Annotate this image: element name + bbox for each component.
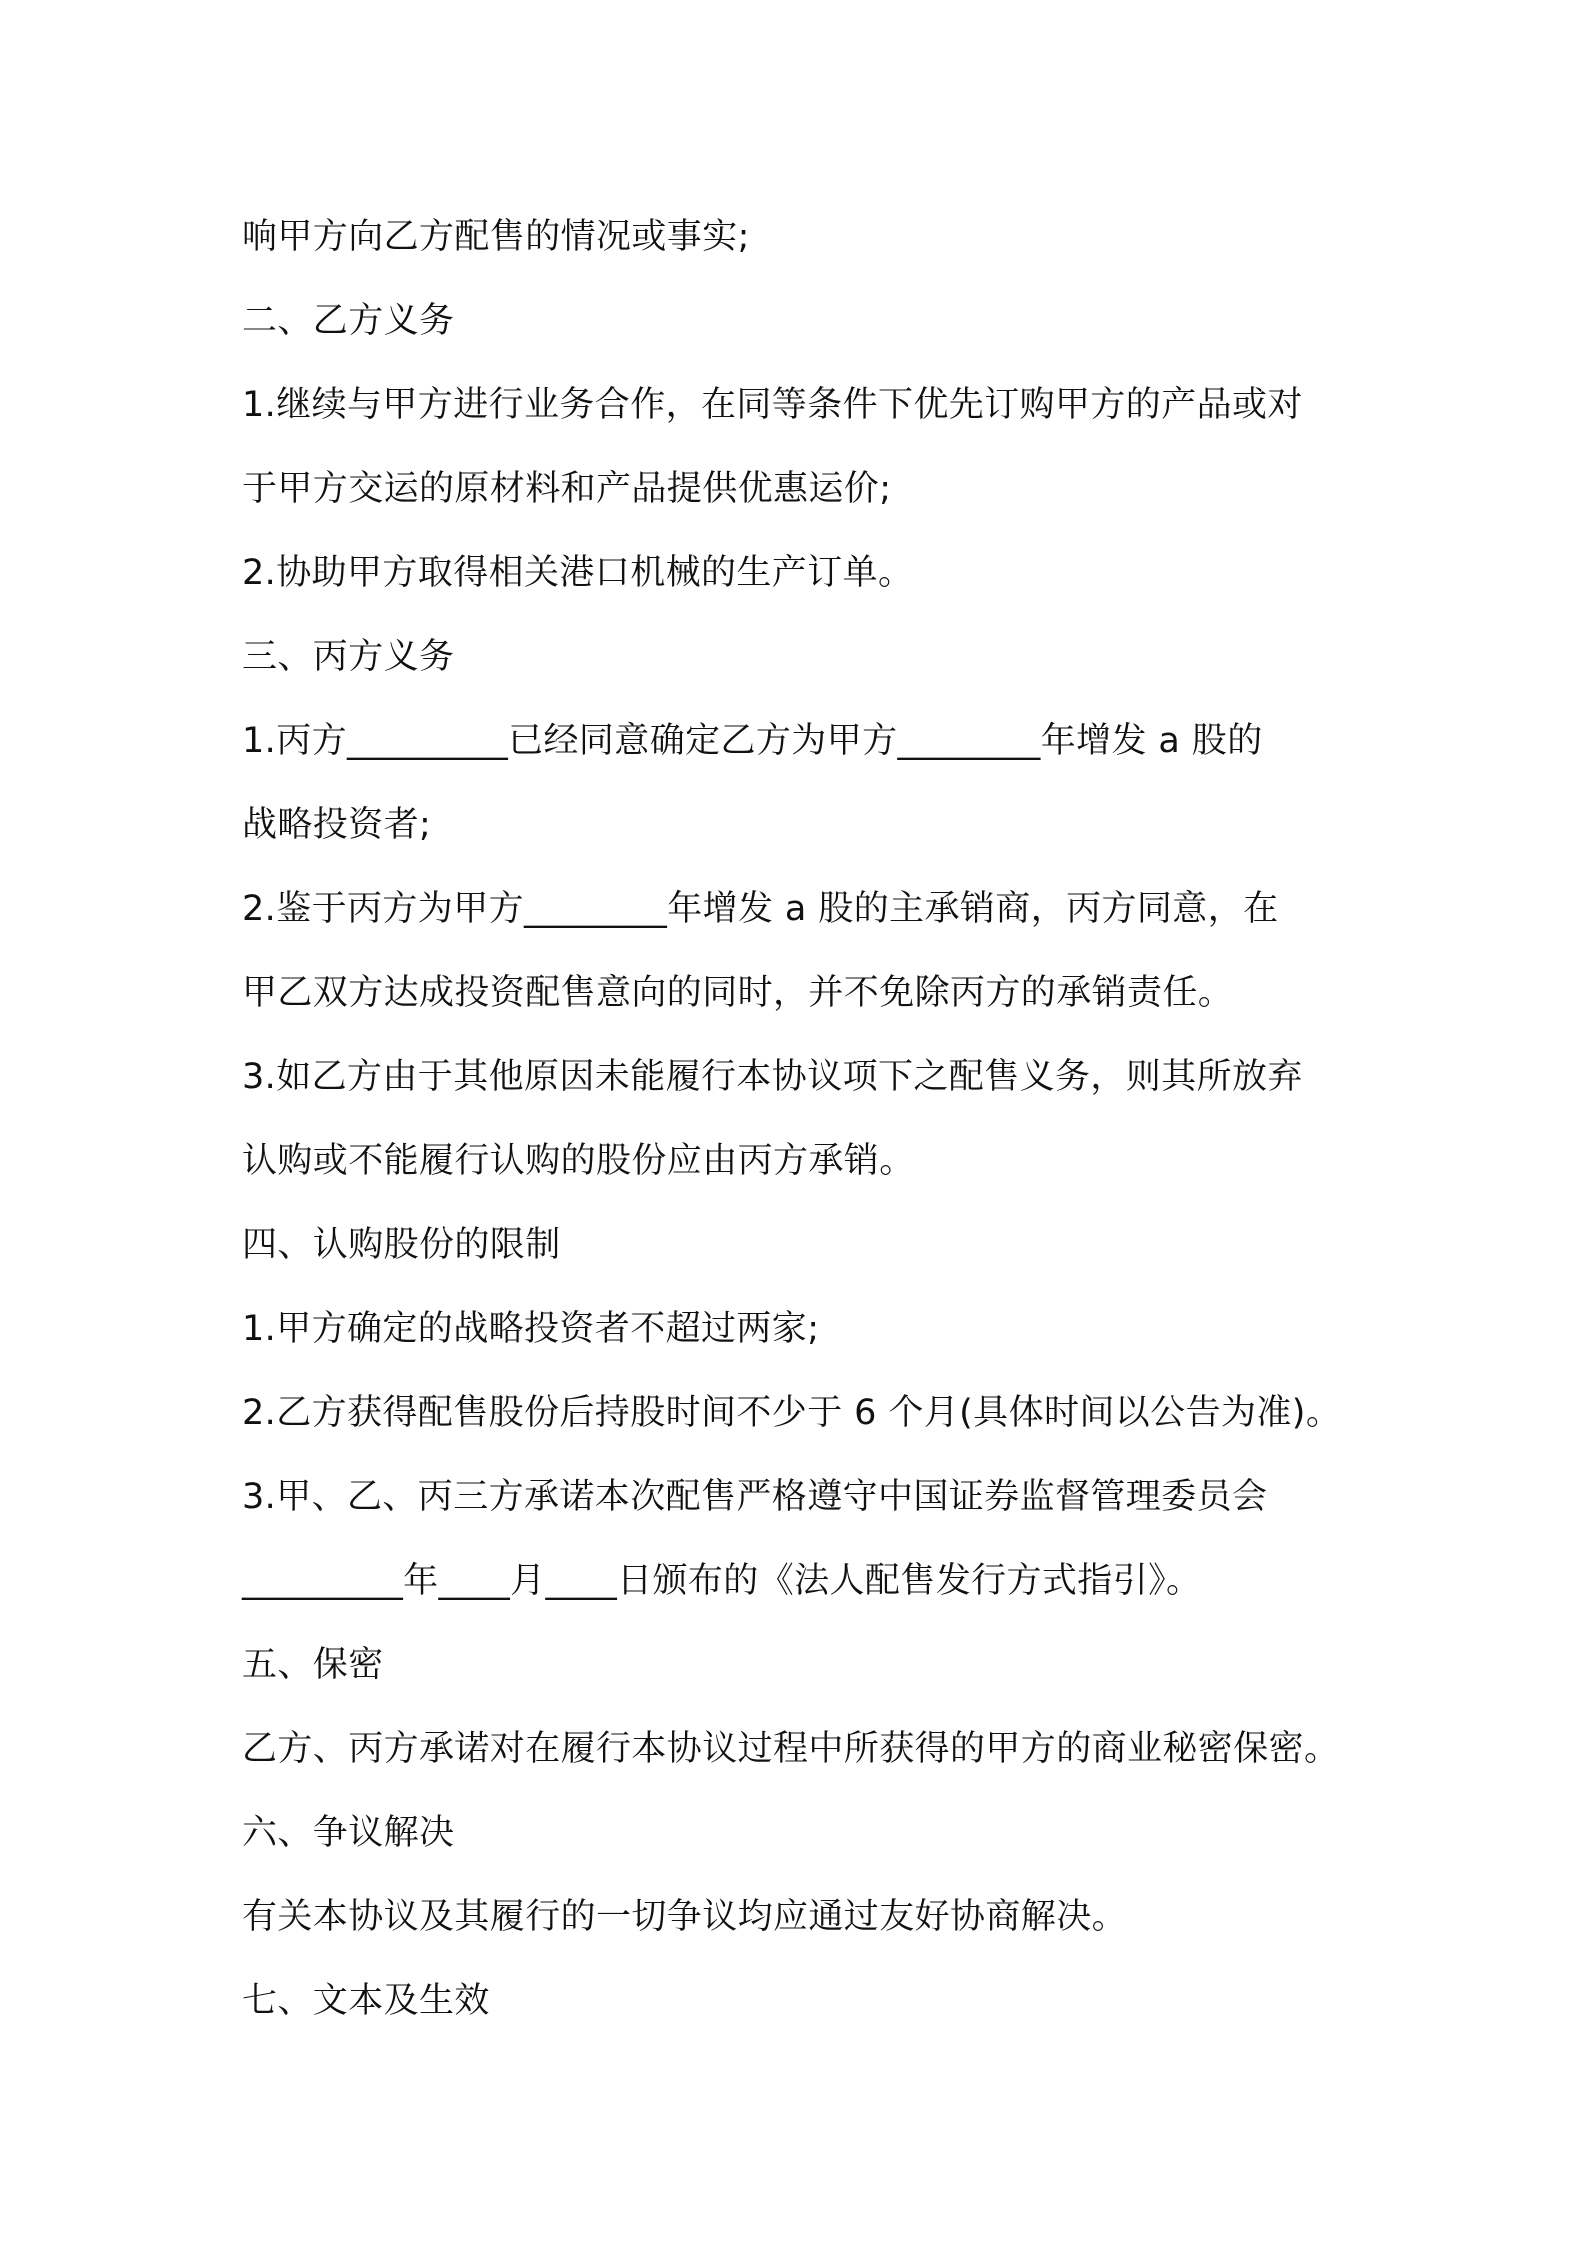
text-line: 3.如乙方由于其他原因未能履行本协议项下之配售义务，则其所放弃 [242, 1057, 1303, 1097]
text-line: 甲乙双方达成投资配售意向的同时，并不免除丙方的承销责任。 [242, 973, 1234, 1013]
section-heading: 三、丙方义务 [242, 637, 455, 677]
text-line: 响甲方向乙方配售的情况或事实; [242, 217, 750, 257]
text-line: 1.甲方确定的战略投资者不超过两家; [242, 1309, 820, 1349]
text-line: 有关本协议及其履行的一切争议均应通过友好协商解决。 [242, 1897, 1128, 1937]
section-heading: 五、保密 [242, 1645, 384, 1685]
text-line: 认购或不能履行认购的股份应由丙方承销。 [242, 1141, 915, 1181]
section-heading: 二、乙方义务 [242, 301, 455, 341]
text-line: 2.乙方获得配售股份后持股时间不少于 6 个月(具体时间以公告为准)。 [242, 1393, 1342, 1433]
section-heading: 六、争议解决 [242, 1813, 455, 1853]
document-body [242, 195, 1392, 2043]
text-line: 乙方、丙方承诺对在履行本协议过程中所获得的甲方的商业秘密保密。 [242, 1729, 1340, 1769]
text-line: 2.协助甲方取得相关港口机械的生产订单。 [242, 553, 914, 593]
text-line: _________年____月____日颁布的《法人配售发行方式指引》。 [242, 1561, 1202, 1601]
text-line: 1.继续与甲方进行业务合作，在同等条件下优先订购甲方的产品或对 [242, 385, 1303, 425]
section-heading: 七、文本及生效 [242, 1981, 490, 2021]
text-line: 3.甲、乙、丙三方承诺本次配售严格遵守中国证券监督管理委员会 [242, 1477, 1268, 1517]
section-heading: 四、认购股份的限制 [242, 1225, 561, 1265]
text-line: 2.鉴于丙方为甲方________年增发 a 股的主承销商，丙方同意，在 [242, 889, 1279, 929]
text-line: 战略投资者; [242, 805, 432, 845]
text-line: 于甲方交运的原材料和产品提供优惠运价; [242, 469, 892, 509]
text-line: 1.丙方_________已经同意确定乙方为甲方________年增发 a 股的 [242, 721, 1263, 761]
